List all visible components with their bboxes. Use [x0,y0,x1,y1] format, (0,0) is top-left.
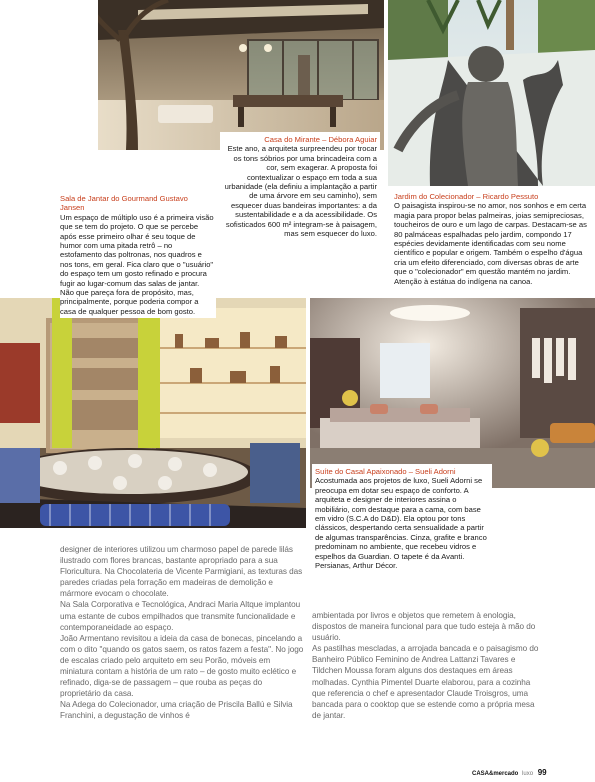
caption-text: O paisagista inspirou-se no amor, nos sonhos e em certa magia para propor belas palmeiras, joias semipreciosas, toucheiros de ouro e um lago de carpas. Destacam-se as 80 palmáceas espalhadas pelo jardim, compondo 17 espécies devidamente identificadas com seu nome científico e popular e origem. Também o espelho d'água cria um efeito diferenciado, com diversas obras de arte que o "colecionador" em questão mantém no jardim. Atenção à estátua do indígena na canoa. [394,201,587,286]
paragraph: Na Sala Corporativa e Tecnológica, Andraci Maria Altque implantou uma estante de cubos empilhados que transmite funcionalidade e contemporaneidade ao espaço. [60,600,301,632]
photo-suite-casal-apaixonado [310,298,595,488]
photo-jardim-do-colecionador [388,0,595,186]
caption-text: Este ano, a arquiteta surpreendeu por trocar os tons sóbrios por uma brincadeira com a cor, sem exagerar. A proposta foi contextualizar o espaço em toda a sua urbanidade (ela definiu a implantação a partir de uma árvore em seu caminho), sem esquecer duas bandeiras importantes: a da sustentabilidade e a da acessibilidade. Os sofisticados 600 m² integram-se à paisagem, mas sem esquecer do luxo. [224,144,377,239]
paragraph: As pastilhas mescladas, a arrojada bancada e o paisagismo do Banheiro Público Feminino de Andrea Lattanzi Tavares e Tildchen Moussa foram alguns dos destaques em áreas molhadas. Cynthia Pimentel Duarte elaborou, para a cozinha que referencia o chef e apresentador Claude Troisgros, uma bancada para o cooktop que se estende como a própria mesa de jantar. [312,644,539,720]
body-text-right-column [312,610,542,721]
paragraph: designer de interiores utilizou um charmoso papel de parede lilás ilustrado com flores brancas, bastante apropriado para a sua Floricultura. Na Chocolateria de Vicente Parmigiani, as texturas das paredes criadas pela forração em madeiras de demolição e mármore evocam o chocolate. [60,545,303,599]
photo-casa-do-mirante [98,0,384,150]
paragraph: João Armentano revisitou a ideia da casa de bonecas, pincelando a com o dito "quando os gatos saem, os ratos fazem a festa". No jogo de escalas criado pelo arquiteto em seu Porão, móveis em miniatura contam a história de um rato – de gosto muito eclético e refinado, diga-se de passagem – que rouba as peças do proprietário da casa. [60,633,304,699]
caption-title: Sala de Jantar do Gourmand Gustavo Jansen [60,194,188,213]
photo-sala-de-jantar-gourmand [0,298,306,528]
caption-title: Jardim do Colecionador – Ricardo Pessuto [394,192,539,201]
magazine-name: CASA&mercado [472,771,519,777]
caption-jardim-do-colecionador [392,190,592,288]
section-name: luxo [522,771,534,777]
caption-title: Suíte do Casal Apaixonado – Sueli Adorni [315,467,456,476]
paragraph: ambientada por livros e objetos que remetem à enologia, dispostos de maneira funcional para que tudo esteja à mão do usuário. [312,611,536,643]
caption-casa-do-mirante [220,132,380,240]
caption-text: Um espaço de múltiplo uso é a primeira visão que se tem do projeto. O que se percebe após esse primeiro olhar é seu toque de humor com uma pitada retrô – no estofamento das poltronas, nos quadros e nos tons, em geral. Fica claro que o "usuário" do espaço tem um gosto refinado e procura fugir ao lugar-comum das salas de jantar. Não que pareça fora de propósito, mas, principalmente, porque poderia compor a casa de qualquer pessoa de bom gosto. [60,212,214,316]
page-number: 99 [537,768,547,777]
caption-sala-de-jantar-gourmand [60,192,216,318]
page-folio [472,768,547,777]
caption-text: Acostumada aos projetos de luxo, Sueli Adorni se preocupa em dotar seu espaço de conforto. A arquiteta e designer de interiores assina o mobiliário, com destaque para a cama, com base em vidro (S.C.A do D&D). Ela optou por tons clássicos, despertando certa sensualidade a partir de algumas transparências. Cinza, grafite e branco predominam no ambiente, que recebeu vidros e espelhos da Guardian. O tapete é da Avanti. Persianas, Arthur Décor. [315,476,487,571]
body-text-left-column [60,544,304,722]
paragraph: Na Adega do Colecionador, uma criação de Priscila Ballú e Silvia Franchini, a degustação de vinhos é [60,700,293,721]
caption-suite-casal-apaixonado [312,464,492,572]
caption-title: Casa do Mirante – Débora Aguiar [264,135,377,144]
